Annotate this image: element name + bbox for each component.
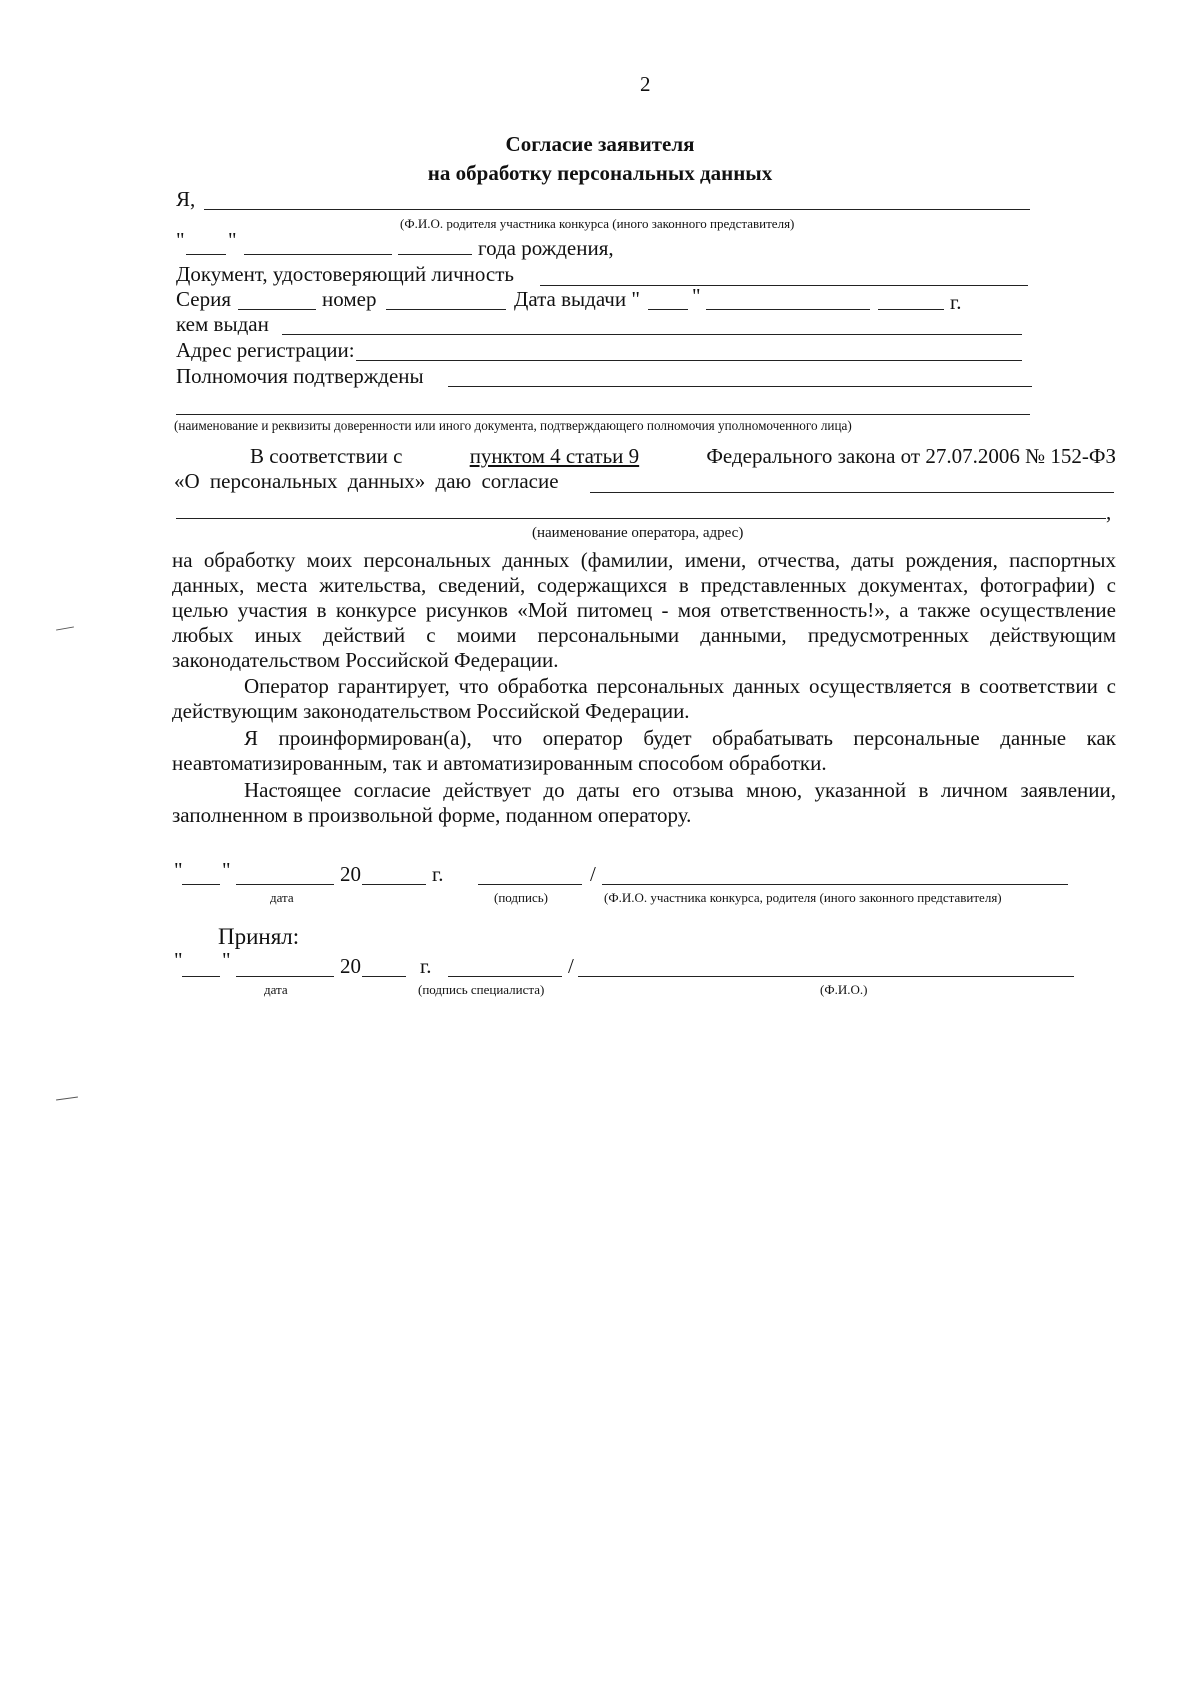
accepted-quote-open: " [174, 948, 183, 972]
number-label: номер [322, 287, 377, 311]
sign-signature-line[interactable] [478, 884, 582, 885]
series-input-line[interactable] [238, 309, 316, 310]
accepted-quote-close: " [222, 948, 231, 972]
birth-quote-open: " [176, 228, 185, 252]
accepted-signature-caption: (подпись специалиста) [418, 982, 545, 997]
birth-month-line[interactable] [244, 254, 392, 255]
issue-day-line[interactable] [648, 309, 688, 310]
authority-input-line[interactable] [448, 386, 1032, 387]
document-input-line[interactable] [540, 285, 1028, 286]
operator-comma: , [1106, 500, 1112, 524]
issued-by-input-line[interactable] [282, 334, 1022, 335]
accepted-label: Принял: [218, 924, 300, 949]
authority-input-line-2[interactable] [176, 414, 1030, 415]
consent-paragraph-2: Оператор гарантирует, что обработка персональных данных осуществляется в соответствии с действующим законодательством Российской Федерации. [172, 674, 1116, 723]
law-article-link[interactable]: пунктом 4 статьи 9 [469, 444, 640, 468]
birth-year-line[interactable] [398, 254, 472, 255]
sign-day-line[interactable] [182, 884, 220, 885]
issue-quote-close: " [692, 284, 701, 308]
consent-line1-a: В соответствии с [250, 444, 403, 468]
issued-by-label: кем выдан [176, 312, 269, 336]
consent-paragraph-4: Настоящее согласие действует до даты его отзыва мною, указанной в личном заявлении, заполненном в произвольной форме, поданном оператору. [172, 778, 1116, 827]
scan-artifact-mark [56, 626, 74, 630]
issue-month-line[interactable] [706, 309, 870, 310]
authority-caption: (наименование и реквизиты доверенности или иного документа, подтверждающего полномочия уполномоченного лица) [174, 418, 852, 433]
address-input-line[interactable] [356, 360, 1022, 361]
fio-input-line[interactable] [204, 209, 1030, 210]
accepted-fio-caption: (Ф.И.О.) [820, 982, 868, 997]
consent-line1 [250, 444, 1116, 468]
consent-paragraph-3: Я проинформирован(а), что оператор будет обрабатывать персональные данные как неавтоматизированным, так и автоматизированным способом обработки. [172, 726, 1116, 775]
accepted-day-line[interactable] [182, 976, 220, 977]
sign-month-line[interactable] [236, 884, 334, 885]
issue-year-line[interactable] [878, 309, 944, 310]
accepted-month-line[interactable] [236, 976, 334, 977]
address-label: Адрес регистрации: [176, 338, 355, 362]
page-number: 2 [640, 72, 651, 96]
document-label: Документ, удостоверяющий личность [176, 262, 514, 286]
sign-slash: / [590, 862, 596, 886]
accepted-fio-line[interactable] [578, 976, 1074, 977]
sign-year-suffix: г. [432, 862, 444, 886]
birth-day-line[interactable] [186, 254, 226, 255]
sign-quote-open: " [174, 858, 183, 882]
accepted-year-line[interactable] [362, 976, 406, 977]
document-title-line2: на обработку персональных данных [427, 161, 773, 185]
operator-caption: (наименование оператора, адрес) [532, 525, 744, 541]
consent-line1-b: Федерального закона от 27.07.2006 № 152-ФЗ [706, 444, 1116, 468]
ya-label: Я, [176, 187, 196, 211]
consent-paragraph-1: на обработку моих персональных данных (фамилии, имени, отчества, даты рождения, паспортных данных, места жительства, сведений, содержащихся в представленных документах, фотографии) с целью участия в конкурсе рисунков «Мой питомец - моя ответственность!», а также осуществление любых иных действий с моими персональными данными, предусмотренных действующим законодательством Российской Федерации. [172, 548, 1116, 672]
scan-artifact-mark [56, 1096, 78, 1100]
authority-label: Полномочия подтверждены [176, 364, 424, 388]
number-input-line[interactable] [386, 309, 506, 310]
sign-fio-caption: (Ф.И.О. участника конкурса, родителя (иного законного представителя) [604, 890, 1002, 905]
sign-signature-caption: (подпись) [494, 890, 548, 905]
sign-date-caption: дата [270, 890, 294, 905]
series-label: Серия [176, 287, 231, 311]
sign-fio-line[interactable] [602, 884, 1068, 885]
birth-label: года рождения, [478, 236, 614, 260]
accepted-slash: / [568, 954, 574, 978]
accepted-date-caption: дата [264, 982, 288, 997]
consent-line2: «О персональных данных» даю согласие [174, 469, 559, 493]
issue-date-label: Дата выдачи " [514, 287, 640, 311]
sign-year-prefix: 20 [340, 862, 361, 886]
sign-year-line[interactable] [362, 884, 426, 885]
accepted-year-prefix: 20 [340, 954, 361, 978]
accepted-signature-line[interactable] [448, 976, 562, 977]
operator-input-line-2[interactable] [176, 518, 1106, 519]
sign-quote-close: " [222, 858, 231, 882]
fio-caption: (Ф.И.О. родителя участника конкурса (иного законного представителя) [400, 216, 795, 231]
birth-quote-close: " [228, 228, 237, 252]
operator-input-line[interactable] [590, 492, 1114, 493]
issue-year-suffix: г. [950, 290, 962, 314]
accepted-year-suffix: г. [420, 954, 432, 978]
document-title-line1: Согласие заявителя [505, 132, 695, 156]
